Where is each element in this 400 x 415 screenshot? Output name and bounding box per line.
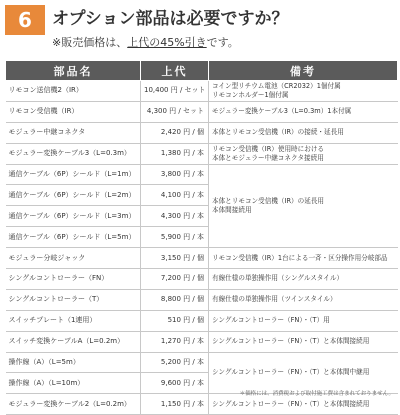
part-name: 操作線（A）（L=10m） <box>6 373 141 394</box>
column-header-part-name: 部品名 <box>6 61 141 81</box>
part-price: 510 円 / 個 <box>141 310 209 331</box>
parts-table <box>5 60 398 415</box>
table-header-row <box>6 61 398 81</box>
part-note: コイン型リチウム電池（CR2032）1個付属 リモコンホルダー1個付属 <box>209 81 398 102</box>
part-price: 7,200 円 / 個 <box>141 269 209 290</box>
column-header-notes: 備考 <box>209 61 398 81</box>
part-name: モジュラー変換ケーブル3（L=0.3m） <box>6 143 141 164</box>
part-name: リモコン受信機（IR） <box>6 101 141 122</box>
part-price: 8,800 円 / 個 <box>141 289 209 310</box>
table-row <box>6 248 398 269</box>
part-name: 操作線（A）（L=5m） <box>6 352 141 373</box>
part-price: 1,150 円 / 本 <box>141 394 209 415</box>
part-note: シングルコントローラー（FN）・（T）用 <box>209 310 398 331</box>
part-price: 1,270 円 / 本 <box>141 331 209 352</box>
part-note: 有線仕様の単独操作用（シングルスタイル） <box>209 269 398 290</box>
part-price: 3,150 円 / 個 <box>141 248 209 269</box>
part-name: 通信ケーブル（6P）シールド（L=5m） <box>6 227 141 248</box>
part-price: 2,420 円 / 個 <box>141 122 209 143</box>
section-header <box>0 0 400 58</box>
part-name: スイッチ変換ケーブルA（L=0.2m） <box>6 331 141 352</box>
part-price: 10,400 円 / セット <box>141 81 209 102</box>
part-name: モジュラー分岐ジャック <box>6 248 141 269</box>
part-name: リモコン送信機2（IR） <box>6 81 141 102</box>
tax-footnote: ＊価格には、消費税および取付施工費は含まれておりません。 <box>239 391 394 397</box>
part-name: モジュラー中継コネクタ <box>6 122 141 143</box>
part-name: モジュラー変換ケーブル2（L=0.2m） <box>6 394 141 415</box>
price-note <box>52 35 239 51</box>
part-name: 通信ケーブル（6P）シールド（L=3m） <box>6 206 141 227</box>
part-note: シングルコントローラー（FN）・（T）と本体間接続用 <box>209 394 398 415</box>
part-note: モジュラー変換ケーブル3（L=0.3m）1本付属 <box>209 101 398 122</box>
table-row <box>6 81 398 102</box>
part-note: シングルコントローラー（FN）・（T）と本体間中継用 <box>209 352 398 394</box>
column-header-price: 上代 <box>141 61 209 81</box>
price-note-prefix: ※販売価格は、 <box>52 36 128 49</box>
table-row <box>6 101 398 122</box>
table-row <box>6 143 398 164</box>
part-note: シングルコントローラー（FN）・（T）と本体間接続用 <box>209 331 398 352</box>
table-row <box>6 122 398 143</box>
part-name: シングルコントローラー（FN） <box>6 269 141 290</box>
part-price: 3,800 円 / 本 <box>141 164 209 185</box>
part-note: リモコン受信機（IR）1台による一斉・区分操作用分岐部品 <box>209 248 398 269</box>
table-row <box>6 352 398 373</box>
part-price: 9,600 円 / 本 <box>141 373 209 394</box>
price-note-suffix: です。 <box>206 36 239 49</box>
page-title: オプション部品は必要ですか？ <box>52 9 289 29</box>
part-note: 有線仕様の単独操作用（ツインスタイル） <box>209 289 398 310</box>
part-name: スイッチプレート（1連用） <box>6 310 141 331</box>
price-note-discount: 上代の45%引き <box>127 36 207 49</box>
part-name: シングルコントローラー（T） <box>6 289 141 310</box>
part-price: 5,900 円 / 本 <box>141 227 209 248</box>
part-note: リモコン受信機（IR）使用時における 本体とモジュラー中継コネクタ接続用 <box>209 143 398 164</box>
part-name: 通信ケーブル（6P）シールド（L=2m） <box>6 185 141 206</box>
part-price: 1,380 円 / 本 <box>141 143 209 164</box>
part-name: 通信ケーブル（6P）シールド（L=1m） <box>6 164 141 185</box>
table-row <box>6 164 398 185</box>
table-row <box>6 310 398 331</box>
part-price: 4,300 円 / 本 <box>141 206 209 227</box>
part-price: 5,200 円 / 本 <box>141 352 209 373</box>
part-price: 4,100 円 / 本 <box>141 185 209 206</box>
part-note: 本体とリモコン受信機（IR）の延長用 本体間接続用 <box>209 164 398 248</box>
section-number-badge: 6 <box>5 5 45 35</box>
table-row <box>6 289 398 310</box>
part-note: 本体とリモコン受信機（IR）の接続・延長用 <box>209 122 398 143</box>
table-row <box>6 269 398 290</box>
table-row <box>6 331 398 352</box>
part-price: 4,300 円 / セット <box>141 101 209 122</box>
